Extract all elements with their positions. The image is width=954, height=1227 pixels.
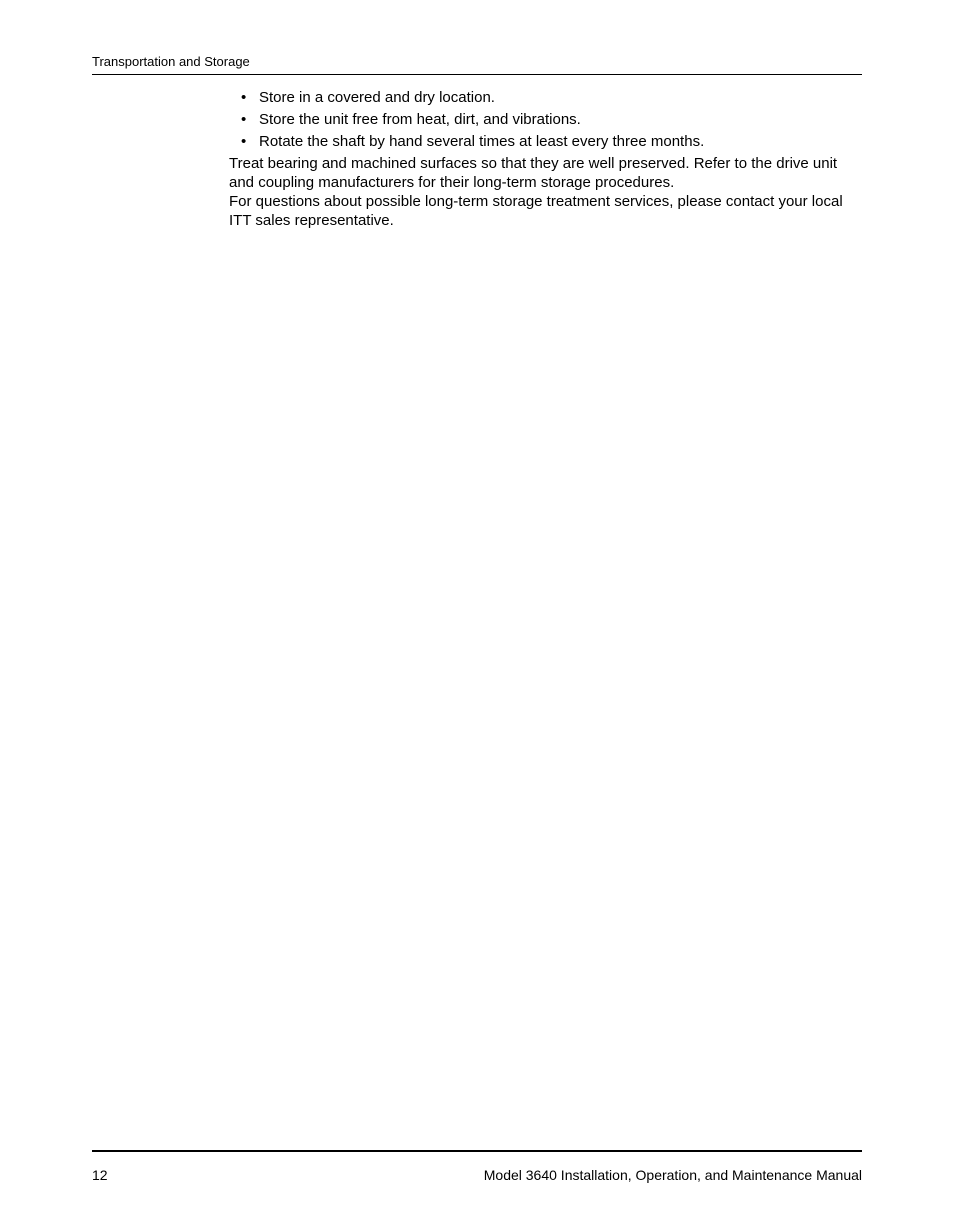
bullet-icon: • (241, 89, 247, 106)
bullet-icon: • (241, 111, 247, 128)
page-header (92, 54, 862, 75)
body-paragraph-preservation: Treat bearing and machined surfaces so that they are well preserved. Refer to the drive unit and coupling manufacturers for their long-term storage procedures. (229, 155, 838, 191)
list-item-text: Rotate the shaft by hand several times at least every three months. (259, 133, 705, 150)
manual-title: Model 3640 Installation, Operation, and Maintenance Manual (483, 1167, 862, 1183)
body-paragraph-contact: For questions about possible long-term storage treatment services, please contact your local ITT sales representative. (229, 193, 843, 229)
list-item (229, 110, 862, 129)
page-content (229, 88, 862, 230)
section-title: Transportation and Storage (92, 54, 250, 69)
list-item (229, 132, 862, 151)
page-footer (92, 1150, 862, 1183)
list-item (229, 88, 862, 107)
storage-bullet-list (229, 88, 862, 151)
page-number: 12 (92, 1167, 108, 1183)
bullet-icon: • (241, 133, 247, 150)
list-item-text: Store in a covered and dry location. (259, 89, 495, 106)
list-item-text: Store the unit free from heat, dirt, and vibrations. (259, 111, 581, 128)
